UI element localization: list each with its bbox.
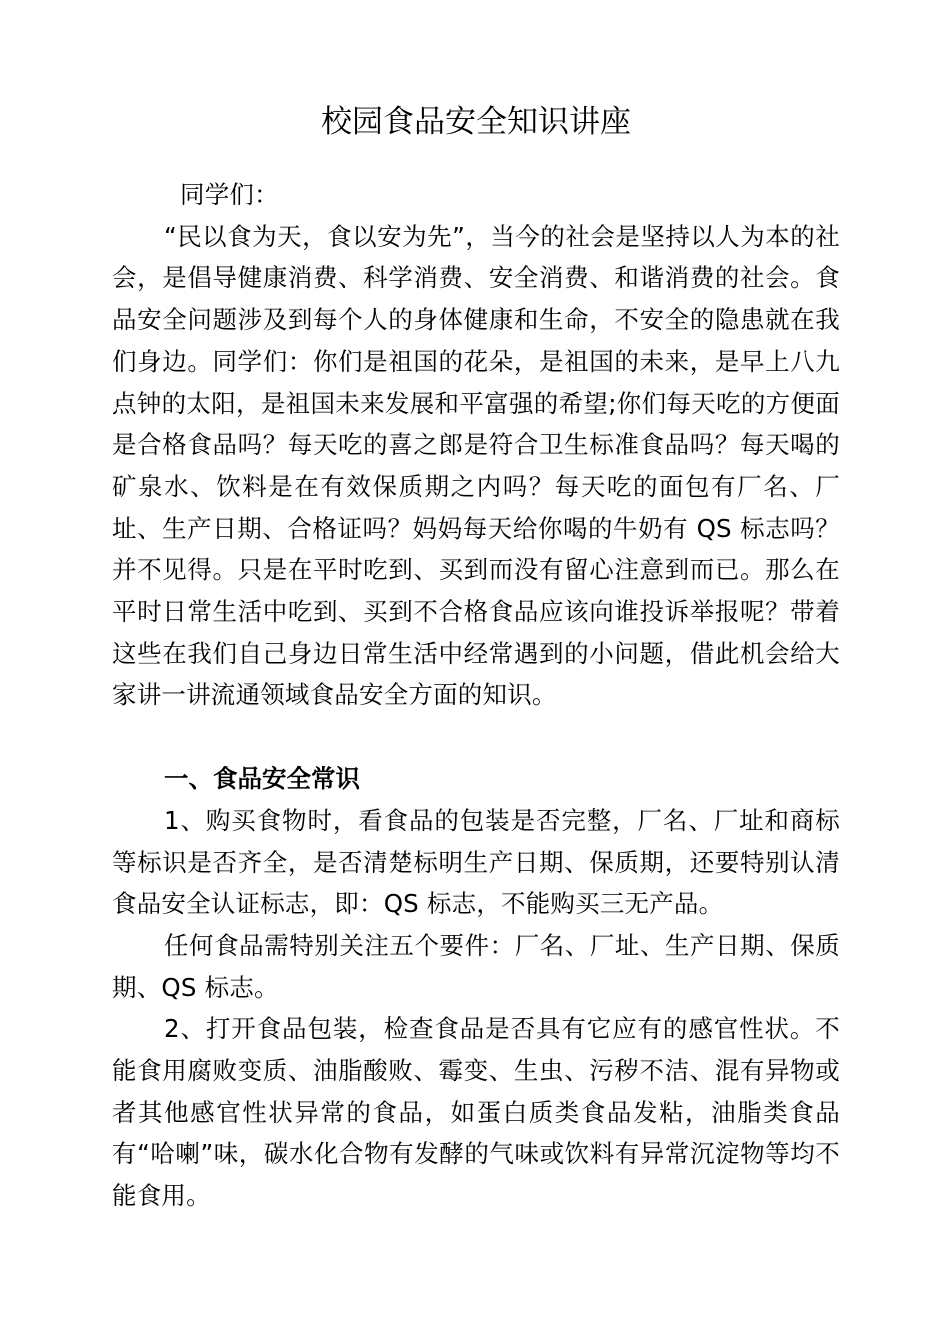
paragraph-gap [112, 716, 840, 758]
section-heading: 一、食品安全常识 [164, 764, 360, 794]
item-1-paragraph: 1、购买食物时，看食品的包装是否完整，厂名、厂址和商标等标识是否齐全，是否清楚标明生产日期、保质期，还要特别认清食品安全认证标志，即：QS 标志，不能购买三无产品。 [112, 805, 840, 919]
document-title: 校园食品安全知识讲座 [321, 104, 631, 140]
item-2-paragraph: 2、打开食品包装，检查食品是否具有它应有的感官性状。不能食用腐败变质、油脂酸败、霉变、生虫、污秽不洁、混有异物或者其他感官性状异常的食品，如蛋白质类食品发粘，油脂类食品有“哈喇”味，碳水化合物有发酵的气味或饮料有异常沉淀物等均不能食用。 [112, 1014, 840, 1211]
item-1-note-paragraph: 任何食品需特别关注五个要件：厂名、厂址、生产日期、保质期、QS 标志。 [112, 930, 840, 1002]
intro-paragraph: “民以食为天，食以安为先”，当今的社会是坚持以人为本的社会，是倡导健康消费、科学消费、安全消费、和谐消费的社会。食品安全问题涉及到每个人的身体健康和生命，不安全的隐患就在我们身边。同学们：你们是祖国的花朵，是祖国的未来，是早上八九点钟的太阳，是祖国未来发展和平富强的希望;你们每天吃的方便面是合格食品吗？每天吃的喜之郎是符合卫生标准食品吗？每天喝的矿泉水、饮料是在有效保质期之内吗？每天吃的面包有厂名、厂址、生产日期、合格证吗？妈妈每天给你喝的牛奶有 QS 标志吗？并不见得。只是在平时吃到、买到而没有留心注意到而已。那么在平时日常生活中吃到、买到不合格食品应该向谁投诉举报呢？带着这些在我们自己身边日常生活中经常遇到的小问题，借此机会给大家讲一讲流通领域食品安全方面的知识。 [112, 221, 840, 710]
salutation: 同学们： [180, 180, 279, 209]
document-body [112, 174, 840, 1217]
